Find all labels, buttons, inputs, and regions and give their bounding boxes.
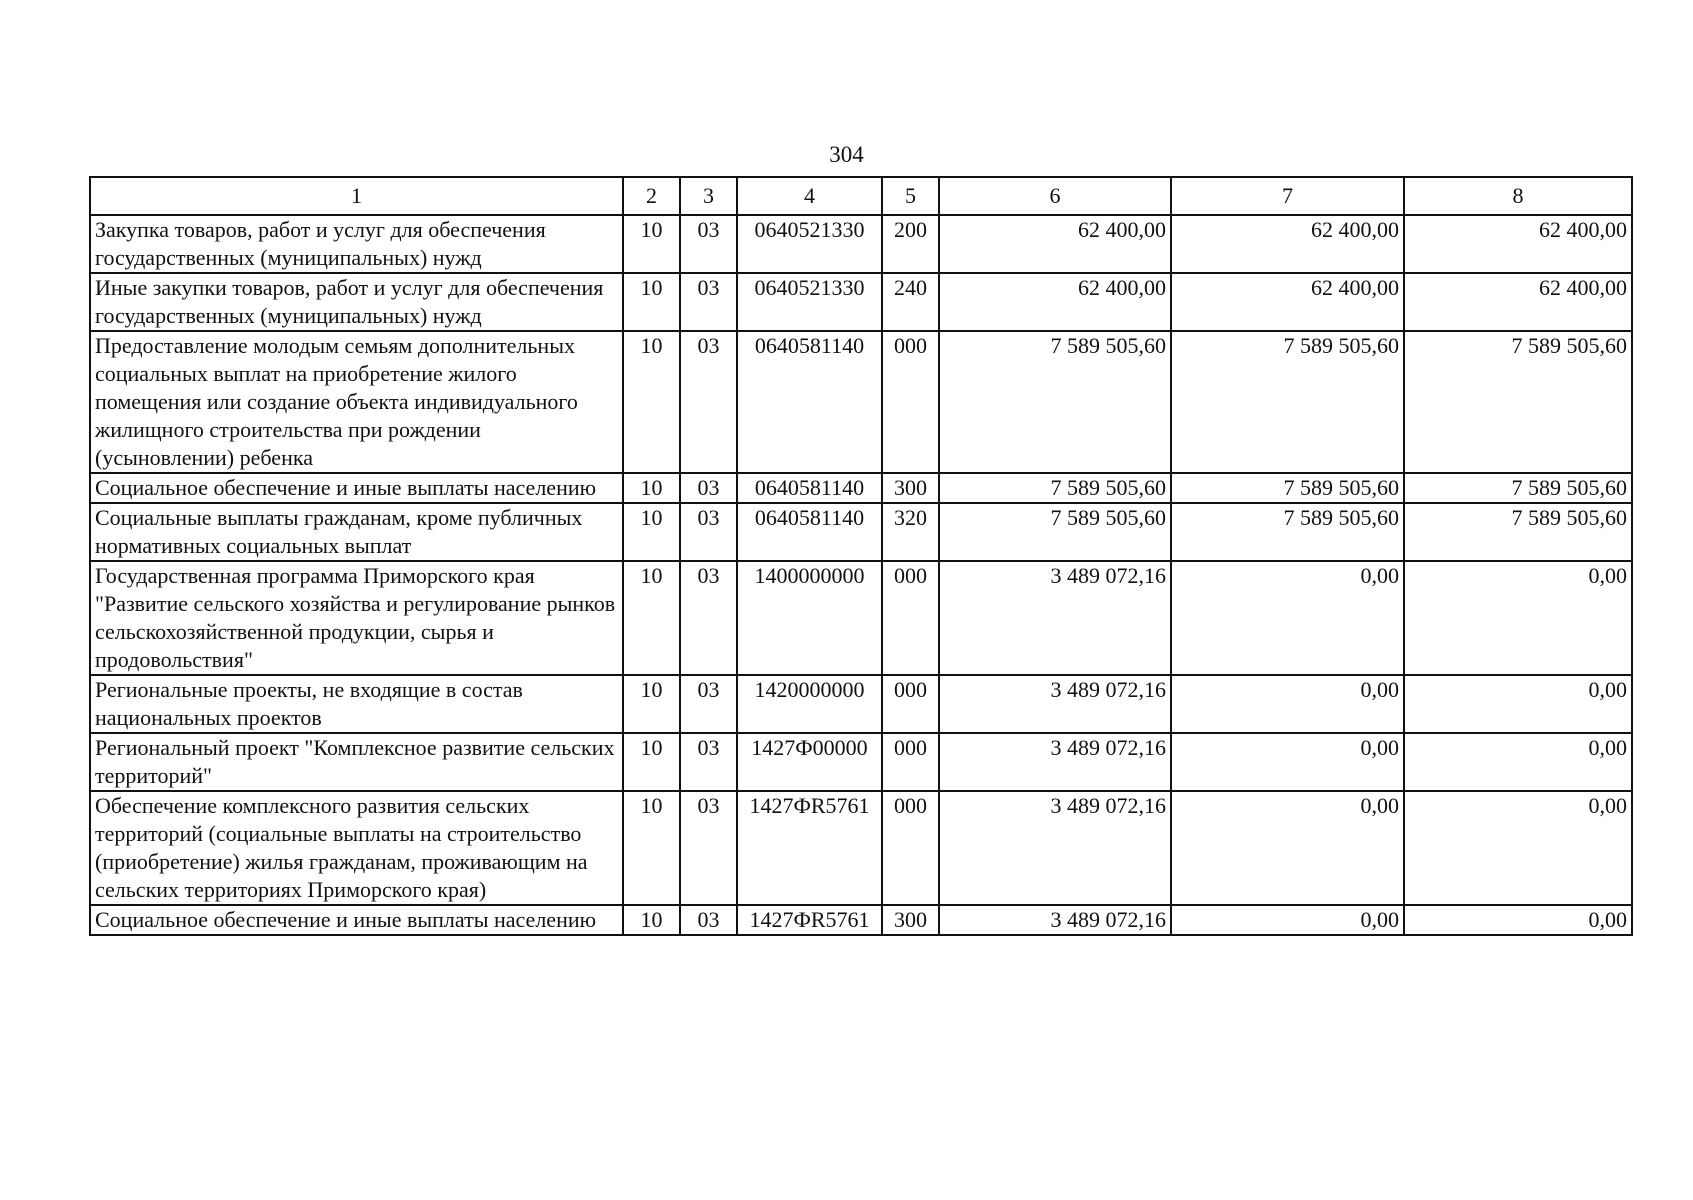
amount-col7: 7 589 505,60 (1171, 503, 1404, 561)
column-header: 3 (680, 177, 737, 215)
target-article-code: 1427Ф00000 (737, 733, 882, 791)
amount-col6: 7 589 505,60 (939, 473, 1171, 503)
expense-type-code: 000 (882, 331, 939, 473)
expense-type-code: 000 (882, 791, 939, 905)
table-row (90, 733, 1632, 791)
amount-col6: 7 589 505,60 (939, 503, 1171, 561)
header-row (90, 177, 1632, 215)
amount-col8: 7 589 505,60 (1404, 331, 1632, 473)
item-name: Иные закупки товаров, работ и услуг для обеспечения государственных (муниципальных) нужд (90, 273, 623, 331)
expense-type-code: 300 (882, 905, 939, 935)
expense-type-code: 000 (882, 561, 939, 675)
amount-col8: 0,00 (1404, 675, 1632, 733)
amount-col6: 3 489 072,16 (939, 733, 1171, 791)
amount-col8: 0,00 (1404, 561, 1632, 675)
section-code: 10 (623, 905, 680, 935)
amount-col8: 0,00 (1404, 733, 1632, 791)
target-article-code: 1427ФR5761 (737, 791, 882, 905)
item-name: Региональные проекты, не входящие в состав национальных проектов (90, 675, 623, 733)
amount-col7: 7 589 505,60 (1171, 331, 1404, 473)
expense-type-code: 000 (882, 675, 939, 733)
table-row (90, 273, 1632, 331)
amount-col7: 0,00 (1171, 791, 1404, 905)
table-row (90, 561, 1632, 675)
budget-table (89, 176, 1633, 936)
amount-col7: 0,00 (1171, 905, 1404, 935)
table-row (90, 215, 1632, 273)
amount-col6: 3 489 072,16 (939, 561, 1171, 675)
target-article-code: 0640521330 (737, 273, 882, 331)
subsection-code: 03 (680, 733, 737, 791)
section-code: 10 (623, 733, 680, 791)
section-code: 10 (623, 473, 680, 503)
section-code: 10 (623, 675, 680, 733)
amount-col6: 3 489 072,16 (939, 791, 1171, 905)
subsection-code: 03 (680, 215, 737, 273)
target-article-code: 0640521330 (737, 215, 882, 273)
column-header: 5 (882, 177, 939, 215)
item-name: Предоставление молодым семьям дополнительных социальных выплат на приобретение жилого помещения или создание объекта индивидуального жилищного строительства при рождении (усыновлении) ребенка (90, 331, 623, 473)
target-article-code: 0640581140 (737, 473, 882, 503)
subsection-code: 03 (680, 273, 737, 331)
amount-col8: 7 589 505,60 (1404, 473, 1632, 503)
amount-col8: 62 400,00 (1404, 215, 1632, 273)
section-code: 10 (623, 561, 680, 675)
amount-col7: 0,00 (1171, 675, 1404, 733)
target-article-code: 1427ФR5761 (737, 905, 882, 935)
amount-col7: 62 400,00 (1171, 215, 1404, 273)
item-name: Государственная программа Приморского края "Развитие сельского хозяйства и регулирование рынков сельскохозяйственной продукции, сырья и продовольствия" (90, 561, 623, 675)
subsection-code: 03 (680, 473, 737, 503)
amount-col6: 7 589 505,60 (939, 331, 1171, 473)
expense-type-code: 200 (882, 215, 939, 273)
section-code: 10 (623, 215, 680, 273)
item-name: Обеспечение комплексного развития сельских территорий (социальные выплаты на строительство (приобретение) жилья гражданам, проживающим на сельских территориях Приморского края) (90, 791, 623, 905)
page-number: 304 (829, 142, 864, 167)
expense-type-code: 300 (882, 473, 939, 503)
column-header: 1 (90, 177, 623, 215)
item-name: Региональный проект "Комплексное развитие сельских территорий" (90, 733, 623, 791)
item-name: Социальные выплаты гражданам, кроме публичных нормативных социальных выплат (90, 503, 623, 561)
table-row (90, 331, 1632, 473)
table-row (90, 791, 1632, 905)
amount-col7: 62 400,00 (1171, 273, 1404, 331)
table-row (90, 905, 1632, 935)
table-row (90, 473, 1632, 503)
amount-col8: 0,00 (1404, 791, 1632, 905)
amount-col6: 62 400,00 (939, 273, 1171, 331)
section-code: 10 (623, 331, 680, 473)
item-name: Закупка товаров, работ и услуг для обеспечения государственных (муниципальных) нужд (90, 215, 623, 273)
section-code: 10 (623, 503, 680, 561)
subsection-code: 03 (680, 331, 737, 473)
item-name: Социальное обеспечение и иные выплаты населению (90, 905, 623, 935)
section-code: 10 (623, 791, 680, 905)
target-article-code: 0640581140 (737, 503, 882, 561)
table-row (90, 675, 1632, 733)
subsection-code: 03 (680, 905, 737, 935)
amount-col7: 0,00 (1171, 561, 1404, 675)
amount-col6: 3 489 072,16 (939, 905, 1171, 935)
subsection-code: 03 (680, 675, 737, 733)
amount-col7: 0,00 (1171, 733, 1404, 791)
item-name: Социальное обеспечение и иные выплаты населению (90, 473, 623, 503)
expense-type-code: 240 (882, 273, 939, 331)
column-header: 2 (623, 177, 680, 215)
column-header: 6 (939, 177, 1171, 215)
expense-type-code: 320 (882, 503, 939, 561)
amount-col8: 0,00 (1404, 905, 1632, 935)
column-header: 4 (737, 177, 882, 215)
amount-col7: 7 589 505,60 (1171, 473, 1404, 503)
column-header: 7 (1171, 177, 1404, 215)
amount-col8: 7 589 505,60 (1404, 503, 1632, 561)
amount-col6: 3 489 072,16 (939, 675, 1171, 733)
target-article-code: 1420000000 (737, 675, 882, 733)
table-row (90, 503, 1632, 561)
subsection-code: 03 (680, 503, 737, 561)
subsection-code: 03 (680, 561, 737, 675)
amount-col8: 62 400,00 (1404, 273, 1632, 331)
target-article-code: 1400000000 (737, 561, 882, 675)
column-header: 8 (1404, 177, 1632, 215)
target-article-code: 0640581140 (737, 331, 882, 473)
section-code: 10 (623, 273, 680, 331)
expense-type-code: 000 (882, 733, 939, 791)
amount-col6: 62 400,00 (939, 215, 1171, 273)
subsection-code: 03 (680, 791, 737, 905)
